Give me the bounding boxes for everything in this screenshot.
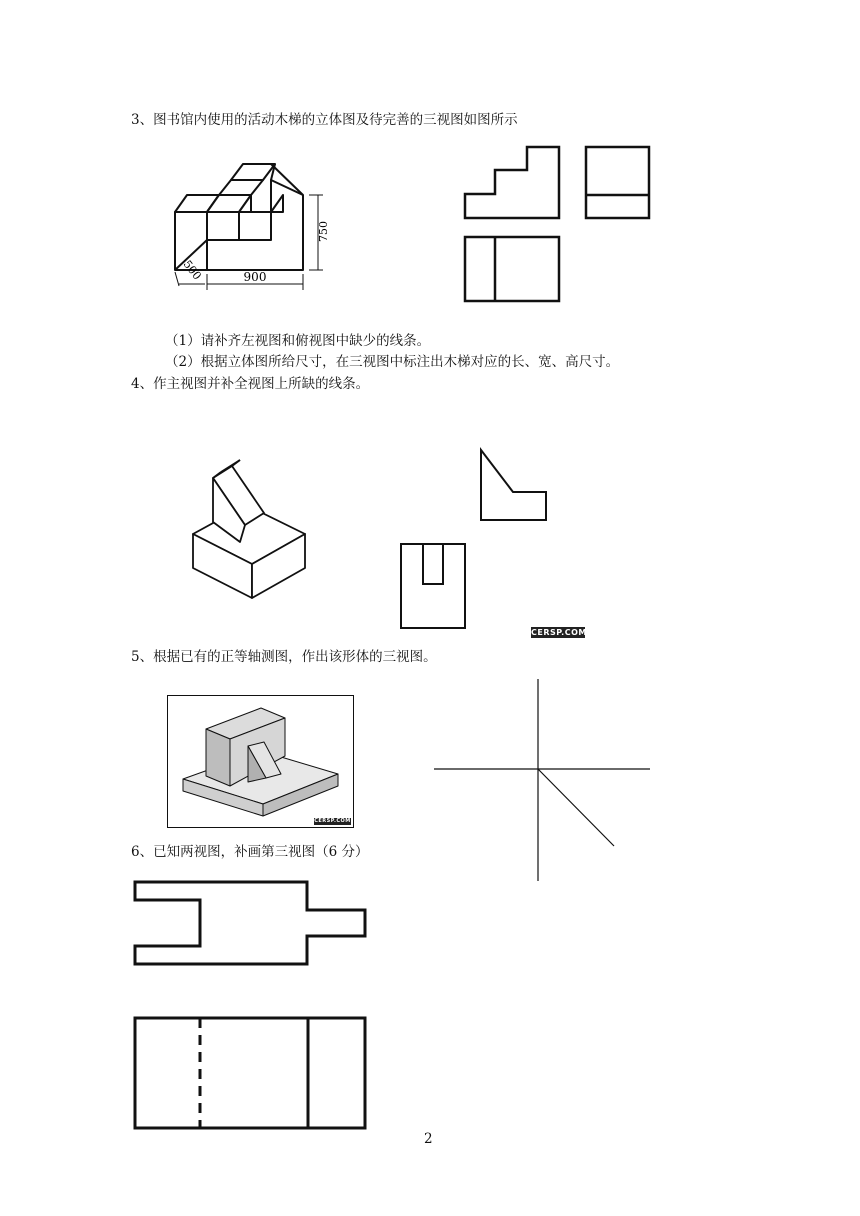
q3-width-dimension: 500	[180, 257, 204, 283]
q3-three-view-drawing	[455, 140, 665, 310]
q4-side-view	[470, 444, 560, 529]
question-3-sub-1: （1）请补齐左视图和俯视图中缺少的线条。	[165, 333, 431, 349]
q4-isometric-figure	[188, 458, 318, 598]
q3-top-view	[465, 237, 559, 301]
q3-height-dimension: 750	[317, 221, 330, 242]
q4-watermark-logo: CERSP.COM	[531, 628, 587, 637]
q5-isometric-frame	[167, 695, 354, 828]
q5-watermark-logo: CERSP.COM	[314, 818, 351, 824]
q3-length-dimension: 900	[243, 270, 267, 284]
question-3-sub-2: （2）根据立体图所给尺寸，在三视图中标注出木梯对应的长、宽、高尺寸。	[165, 354, 620, 370]
q5-projection-axes	[430, 676, 655, 884]
q6-top-view	[125, 1008, 375, 1133]
q5-isometric-figure	[168, 696, 353, 827]
question-6-text: 6、已知两视图，补画第三视图（6 分）	[131, 844, 369, 860]
question-5-text: 5、根据已有的正等轴测图，作出该形体的三视图。	[131, 649, 437, 665]
q4-top-view	[393, 536, 473, 632]
q6-front-view	[125, 872, 375, 972]
question-4-text: 4、作主视图并补全视图上所缺的线条。	[131, 376, 370, 392]
q3-side-view	[586, 147, 649, 218]
q3-stair-isometric-figure	[165, 150, 335, 295]
question-3-text: 3、图书馆内使用的活动木梯的立体图及待完善的三视图如图所示	[131, 112, 518, 128]
page-number: 2	[424, 1131, 433, 1147]
q3-front-view	[465, 147, 559, 218]
